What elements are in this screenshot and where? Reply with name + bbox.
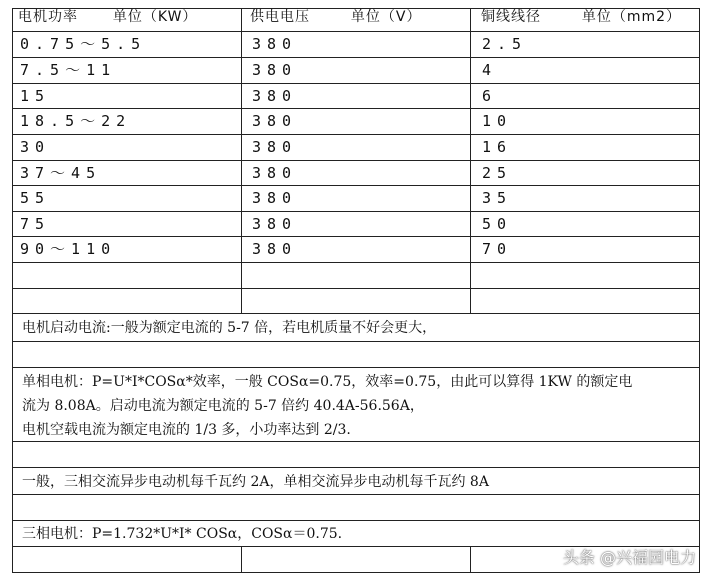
note-single-phase-line3: 电机空载电流为额定电流的 1/3 多，小功率达到 2/3.	[22, 422, 351, 438]
header-voltage-name: 供电电压	[250, 9, 310, 25]
cell-voltage: 380	[252, 87, 298, 105]
cell-power: 7.5～11	[20, 61, 117, 79]
header-voltage-unit: 单位（V）	[350, 9, 422, 25]
cell-voltage: 380	[252, 35, 298, 53]
header-wire-name: 铜线线径	[481, 9, 541, 25]
grid-line	[12, 520, 700, 521]
cell-power: 90～110	[20, 240, 117, 258]
grid-line	[12, 341, 700, 342]
cell-wire: 25	[482, 164, 513, 182]
note-single-phase-line2: 流为 8.08A。启动电流为额定电流的 5-7 倍约 40.4A-56.56A，	[22, 398, 424, 414]
grid-line	[12, 185, 700, 186]
grid-line	[12, 57, 700, 58]
cell-voltage: 380	[252, 112, 298, 130]
cell-wire: 6	[482, 87, 498, 105]
grid-line	[12, 8, 13, 573]
cell-voltage: 380	[252, 215, 298, 233]
cell-power: 75	[20, 215, 51, 233]
cell-wire: 50	[482, 215, 513, 233]
header-voltage	[250, 7, 421, 27]
header-power-name: 电机功率	[18, 9, 78, 25]
note-single-phase-line1: 单相电机：P=U*I*COSα*效率，一般 COSα=0.75，效率=0.75，由此可以算得 1KW 的额定电	[22, 374, 633, 390]
grid-line	[12, 262, 700, 263]
cell-power: 30	[20, 138, 51, 156]
grid-line	[12, 108, 700, 109]
grid-line	[12, 236, 700, 237]
grid-line	[12, 160, 700, 161]
cell-wire: 35	[482, 189, 513, 207]
grid-line	[241, 546, 242, 573]
note-startup-current: 电机启动电流:一般为额定电流的 5-7 倍，若电机质量不好会更大，	[22, 320, 437, 336]
cell-wire: 4	[482, 61, 498, 79]
grid-line	[470, 8, 471, 313]
grid-line	[12, 494, 700, 495]
grid-line	[241, 8, 242, 313]
grid-line	[12, 467, 700, 468]
cell-wire: 10	[482, 112, 513, 130]
grid-line	[12, 31, 700, 32]
note-general: 一般，三相交流异步电动机每千瓦约 2A，单相交流异步电动机每千瓦约 8A	[22, 474, 489, 490]
cell-power: 55	[20, 189, 51, 207]
header-power-unit: 单位（KW）	[112, 9, 198, 25]
header-wire	[481, 7, 681, 27]
note-three-phase: 三相电机：P=1.732*U*I* COSα，COSα＝0.75.	[22, 526, 343, 542]
cell-voltage: 380	[252, 164, 298, 182]
cell-power: 15	[20, 87, 51, 105]
cell-wire: 16	[482, 138, 513, 156]
grid-line	[12, 313, 700, 314]
grid-line	[12, 367, 700, 368]
cell-voltage: 380	[252, 61, 298, 79]
grid-line	[699, 8, 700, 573]
grid-line	[12, 288, 700, 289]
cell-power: 37～45	[20, 164, 102, 182]
grid-line	[12, 572, 700, 573]
cell-wire: 2.5	[482, 35, 528, 53]
cell-voltage: 380	[252, 189, 298, 207]
cell-wire: 70	[482, 240, 513, 258]
grid-line	[12, 83, 700, 84]
header-wire-unit: 单位（mm2）	[581, 9, 682, 25]
cell-voltage: 380	[252, 138, 298, 156]
header-power	[18, 7, 197, 27]
grid-line	[12, 134, 700, 135]
cell-power: 18.5～22	[20, 112, 132, 130]
cell-power: 0.75～5.5	[20, 35, 147, 53]
grid-line	[470, 546, 471, 573]
grid-line	[12, 211, 700, 212]
watermark: 头条 @兴福园电力	[562, 548, 696, 567]
cell-voltage: 380	[252, 240, 298, 258]
